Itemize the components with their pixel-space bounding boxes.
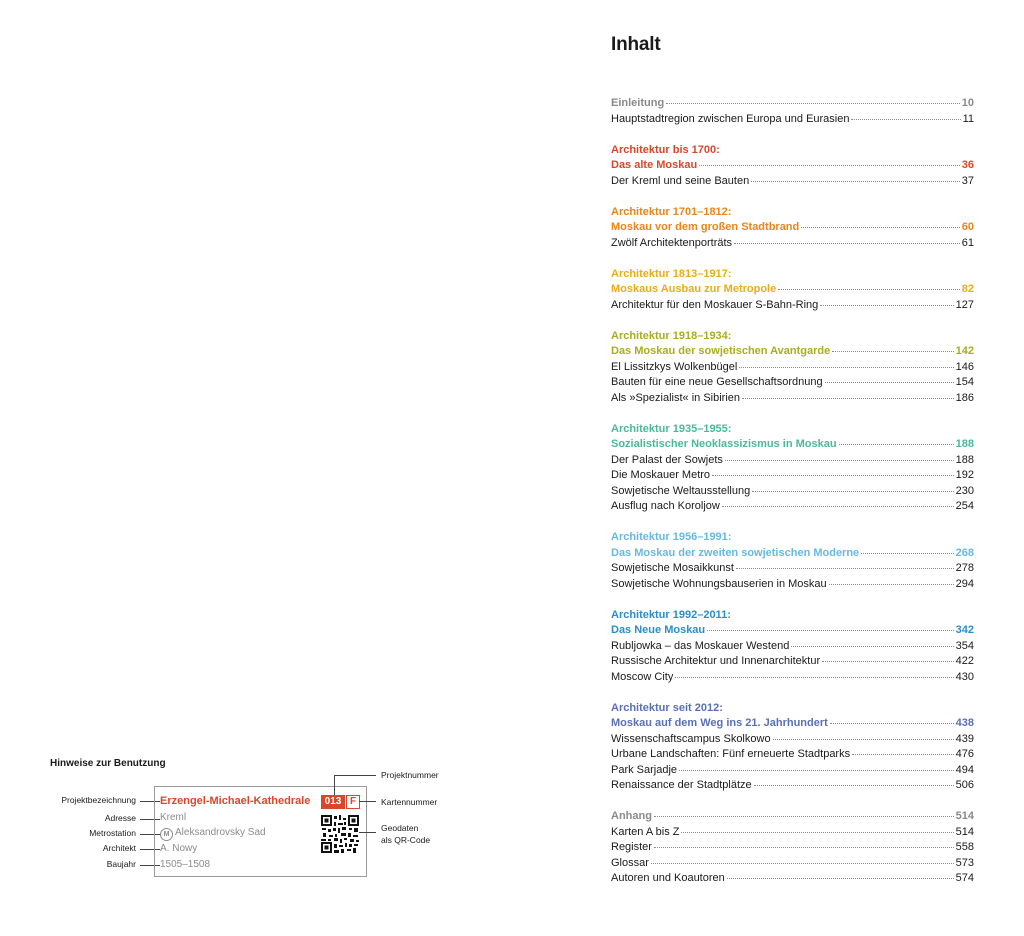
toc-dot-leader: [773, 739, 954, 740]
toc-section-heading: Architektur 1935–1955:: [611, 422, 732, 435]
toc-entry[interactable]: [611, 468, 974, 484]
toc-dot-leader: [736, 568, 954, 569]
toc-page-number: 506: [955, 779, 974, 791]
toc-entry-title: Park Sarjadje: [611, 763, 678, 776]
toc-entry-title: Register: [611, 841, 652, 853]
label-metrostation: Metrostation: [89, 828, 136, 838]
toc-entry[interactable]: [611, 282, 974, 298]
toc-entry-title: Moskau vor dem großen Stadtbrand: [611, 221, 800, 233]
toc-spacer: [611, 685, 974, 701]
toc-entry[interactable]: [611, 391, 974, 407]
toc-entry[interactable]: [611, 96, 974, 112]
toc-page-number: 188: [955, 453, 974, 466]
toc-page-number: 494: [955, 763, 974, 776]
toc-entry[interactable]: [611, 484, 974, 500]
legend-heading: Hinweise zur Benutzung: [50, 758, 166, 769]
toc-dot-leader: [820, 305, 953, 306]
toc-entry-title: Die Moskauer Metro: [611, 469, 711, 481]
example-year: 1505–1508: [160, 859, 211, 870]
toc-entry[interactable]: [611, 453, 974, 469]
toc-page-title: Inhalt: [611, 34, 661, 55]
toc-entry[interactable]: [611, 298, 974, 314]
toc-page-number: 294: [955, 577, 974, 590]
toc-page-number: 127: [955, 298, 974, 311]
toc-dot-leader: [679, 770, 954, 771]
toc-entry-title: Architektur für den Moskauer S-Bahn-Ring: [611, 298, 819, 311]
toc-dot-leader: [822, 661, 954, 662]
toc-entry[interactable]: [611, 437, 974, 453]
toc-page-number: 36: [961, 159, 974, 171]
toc-dot-leader: [861, 553, 953, 554]
toc-entry-title: Ausflug nach Koroljow: [611, 500, 720, 512]
toc-page-number: 430: [955, 670, 974, 683]
toc-entry[interactable]: [611, 236, 974, 252]
toc-entry[interactable]: [611, 623, 974, 639]
toc-page-number: 186: [955, 391, 974, 404]
leader-line: [359, 801, 376, 802]
toc-dot-leader: [830, 723, 954, 724]
toc-entry[interactable]: [611, 639, 974, 655]
toc-spacer: [611, 313, 974, 329]
toc-entry-title: Bauten für eine neue Gesellschaftsordnung: [611, 376, 823, 388]
toc-entry[interactable]: [611, 158, 974, 174]
example-metro: Aleksandrovsky Sad: [175, 827, 266, 838]
toc-page-number: 438: [955, 717, 974, 729]
toc-dot-leader: [654, 816, 954, 817]
leader-line: [334, 775, 376, 776]
toc-entry-title: Das Neue Moskau: [611, 624, 706, 636]
toc-dot-leader: [654, 847, 954, 848]
toc-entry[interactable]: [611, 360, 974, 376]
toc-page-number: 146: [955, 360, 974, 373]
toc-dot-leader: [752, 491, 953, 492]
toc-entry-title: Als »Spezialist« in Sibirien: [611, 391, 741, 404]
label-projektbezeichnung: Projektbezeichnung: [61, 795, 136, 805]
toc-section-heading: Architektur seit 2012:: [611, 701, 723, 714]
toc-entry[interactable]: [611, 778, 974, 794]
toc-page-number: 514: [955, 810, 974, 822]
toc-spacer: [611, 794, 974, 810]
toc-entry-title: Sowjetische Weltausstellung: [611, 484, 751, 497]
toc-entry[interactable]: [611, 112, 974, 128]
toc-section-heading: Architektur 1956–1991:: [611, 531, 732, 543]
toc-page-number: 439: [955, 732, 974, 745]
toc-dot-leader: [727, 878, 954, 879]
toc-entry-title: Zwölf Architektenporträts: [611, 236, 733, 249]
toc-page-number: 573: [955, 856, 974, 869]
toc-spacer: [611, 515, 974, 531]
toc-dot-leader: [707, 630, 953, 631]
toc-entry[interactable]: [611, 840, 974, 856]
toc-spacer: [611, 592, 974, 608]
toc-entry-title: Urbane Landschaften: Fünf erneuerte Stadtparks: [611, 748, 851, 760]
toc-page-number: 514: [955, 825, 974, 838]
toc-page-number: 192: [955, 469, 974, 481]
toc-entry-title: Moskau auf dem Weg ins 21. Jahrhundert: [611, 717, 828, 729]
toc-entry[interactable]: [611, 732, 974, 748]
toc-entry-title: Glossar: [611, 856, 649, 869]
toc-entry[interactable]: [611, 716, 974, 732]
toc-entry-title: Anhang: [611, 810, 652, 822]
toc-entry-title: Moskaus Ausbau zur Metropole: [611, 283, 777, 295]
toc-page-number: 11: [962, 112, 974, 125]
map-number-badge: F: [346, 795, 360, 809]
toc-entry-title: Das Moskau der sowjetischen Avantgarde: [611, 345, 831, 357]
toc-page-number: 422: [955, 655, 974, 667]
toc-dot-leader: [651, 863, 954, 864]
toc-entry-title: Autoren und Koautoren: [611, 872, 725, 884]
toc-dot-leader: [742, 398, 954, 399]
toc-dot-leader: [851, 119, 960, 120]
toc-spacer: [611, 251, 974, 267]
toc-page-number: 61: [961, 236, 974, 249]
toc-dot-leader: [839, 444, 954, 445]
toc-entry[interactable]: [611, 577, 974, 593]
toc-dot-leader: [754, 785, 954, 786]
toc-section-heading: Architektur 1918–1934:: [611, 329, 732, 342]
toc-entry-title: Der Kreml und seine Bauten: [611, 174, 750, 187]
toc-dot-leader: [734, 243, 960, 244]
toc-entry-title: Moscow City: [611, 670, 674, 683]
toc-dot-leader: [722, 506, 954, 507]
toc-page-number: 60: [961, 221, 974, 233]
leader-line: [359, 832, 376, 833]
toc-page-number: 82: [961, 283, 974, 295]
toc-entry[interactable]: [611, 654, 974, 670]
toc-dot-leader: [825, 382, 954, 383]
toc-entry[interactable]: [611, 670, 974, 686]
toc-page-number: 10: [961, 97, 974, 109]
toc-dot-leader: [751, 181, 960, 182]
label-geodaten: Geodaten: [381, 823, 419, 833]
toc-entry-title: Hauptstadtregion zwischen Europa und Eurasien: [611, 112, 850, 125]
toc-entry-title: Rubljowka – das Moskauer Westend: [611, 639, 790, 652]
toc-page-number: 142: [955, 345, 974, 357]
example-address: Kreml: [160, 812, 187, 823]
toc-entry-title: Das Moskau der zweiten sowjetischen Moderne: [611, 546, 860, 559]
toc-dot-leader: [778, 289, 960, 290]
toc-page-number: 278: [955, 562, 974, 574]
example-project-name: Erzengel-Michael-Kathedrale: [160, 795, 311, 807]
toc-section-heading: Architektur 1813–1917:: [611, 267, 732, 280]
toc-dot-leader: [829, 584, 954, 585]
toc-entry[interactable]: [611, 499, 974, 515]
metro-icon: M: [160, 828, 173, 841]
toc-entry-title: Renaissance der Stadtplätze: [611, 779, 752, 791]
label-baujahr: Baujahr: [106, 859, 136, 869]
label-kartennummer: Kartennummer: [381, 797, 438, 807]
toc-entry[interactable]: [611, 174, 974, 190]
toc-entry[interactable]: [611, 871, 974, 887]
toc-entry[interactable]: [611, 763, 974, 779]
toc-page-number: 268: [955, 546, 974, 559]
toc-entry-title: Karten A bis Z: [611, 825, 680, 838]
toc-page-number: 558: [955, 841, 974, 853]
toc-spacer: [611, 406, 974, 422]
toc-dot-leader: [712, 475, 954, 476]
toc-entry-title: Der Palast der Sowjets: [611, 453, 723, 466]
toc-dot-leader: [852, 754, 954, 755]
toc-page-number: 354: [955, 639, 974, 652]
toc-dot-leader: [801, 227, 960, 228]
toc-entry[interactable]: [611, 561, 974, 577]
project-number-badge: 013: [321, 795, 345, 809]
label-projektnummer: Projektnummer: [381, 770, 439, 780]
toc-dot-leader: [725, 460, 954, 461]
toc-entry-title: Einleitung: [611, 97, 665, 109]
toc-entry[interactable]: [611, 375, 974, 391]
leader-line: [334, 775, 335, 795]
toc-dot-leader: [791, 646, 953, 647]
toc-entry[interactable]: [611, 220, 974, 236]
toc-spacer: [611, 189, 974, 205]
toc-dot-leader: [666, 103, 960, 104]
toc-dot-leader: [739, 367, 953, 368]
toc-spacer: [611, 127, 974, 143]
toc-entry[interactable]: [611, 747, 974, 763]
toc-entry-title: Russische Architektur und Innenarchitektur: [611, 655, 821, 667]
toc-entry-title: Sowjetische Mosaikkunst: [611, 562, 734, 574]
toc-page-number: 188: [955, 438, 974, 450]
toc-section-heading: Architektur bis 1700:: [611, 143, 720, 156]
toc-page-number: 574: [955, 872, 974, 884]
toc-entry-title: Sowjetische Wohnungsbauserien in Moskau: [611, 577, 827, 590]
toc-entry[interactable]: [611, 825, 974, 841]
toc-entry-title: Sozialistischer Neoklassizismus in Moskau: [611, 438, 837, 450]
label-architekt: Architekt: [102, 843, 136, 853]
label-adresse: Adresse: [104, 813, 136, 823]
toc-entry[interactable]: [611, 809, 974, 825]
toc-page-number: 154: [955, 376, 974, 388]
toc-entry[interactable]: [611, 546, 974, 562]
toc-section-heading: Architektur 1701–1812:: [611, 205, 732, 218]
toc-entry-title: Das alte Moskau: [611, 159, 698, 171]
qr-code-icon: [321, 815, 359, 853]
label-geodaten-qr: als QR-Code: [381, 835, 431, 845]
toc-dot-leader: [681, 832, 953, 833]
toc-page-number: 342: [955, 624, 974, 636]
toc-entry[interactable]: [611, 344, 974, 360]
toc-page-number: 230: [955, 484, 974, 497]
toc-entry-title: Wissenschaftscampus Skolkowo: [611, 732, 771, 745]
toc-entry-title: El Lissitzkys Wolkenbügel: [611, 360, 738, 373]
toc-dot-leader: [699, 165, 960, 166]
toc-page-number: 254: [955, 500, 974, 512]
toc-dot-leader: [832, 351, 953, 352]
toc-entry[interactable]: [611, 856, 974, 872]
toc-page-number: 37: [961, 174, 974, 187]
toc-dot-leader: [675, 677, 953, 678]
toc-page-number: 476: [955, 748, 974, 760]
table-of-contents: [611, 96, 974, 887]
toc-section-heading: Architektur 1992–2011:: [611, 608, 731, 621]
example-architect: A. Nowy: [160, 843, 198, 854]
